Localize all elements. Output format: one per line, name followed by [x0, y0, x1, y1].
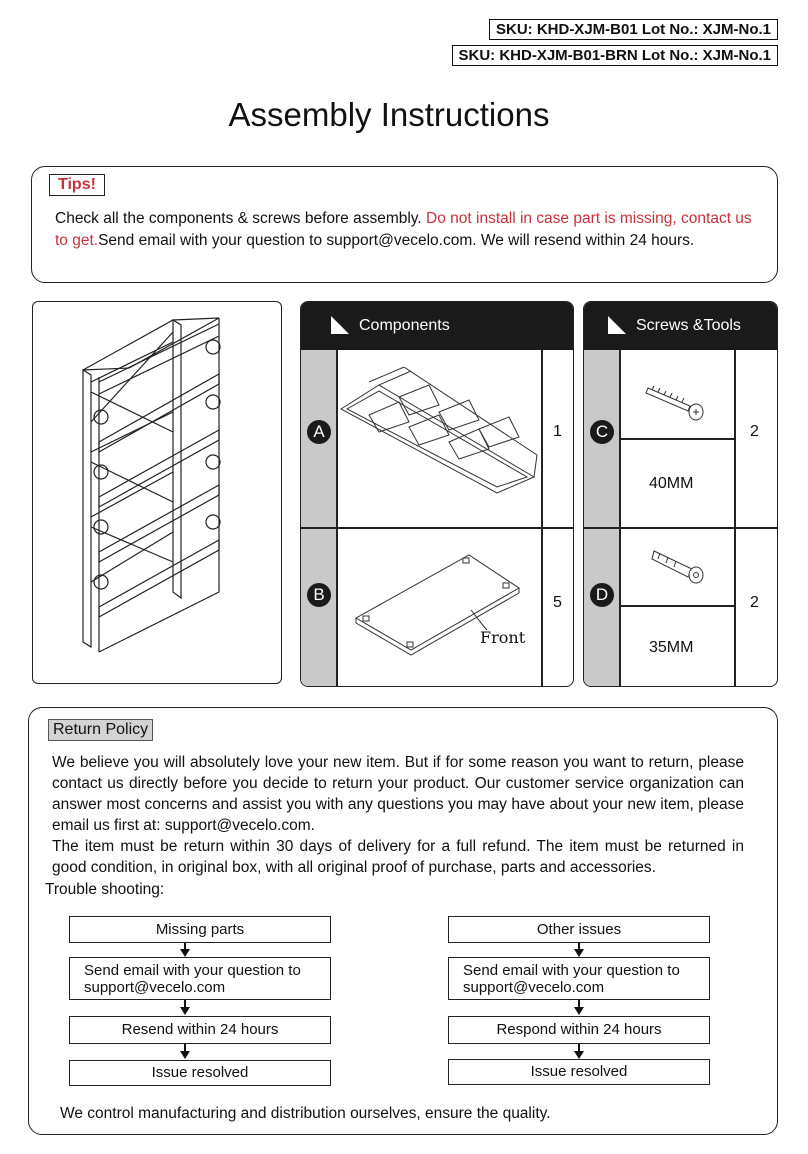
tips-text [55, 208, 767, 252]
screw-c-size: 40MM [649, 475, 694, 492]
column-divider [541, 350, 543, 687]
trouble-shooting-label: Trouble shooting: [45, 881, 165, 898]
down-arrow-icon [180, 949, 190, 957]
sku-lot-2: SKU: KHD-XJM-B01-BRN Lot No.: XJM-No.1 [452, 45, 779, 66]
column-divider [734, 350, 736, 687]
row-divider [301, 527, 574, 529]
shelf-illustration-panel [32, 301, 282, 684]
side-frame-part-a-illustration [339, 367, 539, 497]
flow-left-step-2: Send email with your question to support@vecelo.com [69, 957, 331, 1000]
flow-left-step-4: Issue resolved [69, 1060, 331, 1086]
tips-text-warning: Do not install in case part is missing, contact us to get. [55, 210, 752, 249]
down-arrow-icon [574, 1051, 584, 1059]
part-c-quantity: 2 [750, 423, 759, 440]
part-letter-c: C [590, 420, 614, 444]
screws-heading: Screws &Tools [636, 317, 741, 334]
column-divider [336, 350, 338, 687]
return-policy-paragraph-1: We believe you will absolutely love your new item. But if for some reason you want to return, please contact us directly before you decide to return your product. Our customer service organization can answer most concerns and assist you with any questions you may have about your new item, please email us first at: support@vecelo.com. [52, 754, 744, 834]
down-arrow-icon [180, 1007, 190, 1015]
tips-label: Tips! [49, 174, 105, 196]
flow-right-step-4: Issue resolved [448, 1059, 710, 1085]
tips-text-intro: Check all the components & screws before assembly. [55, 210, 427, 227]
screws-header [584, 302, 778, 350]
return-policy-label: Return Policy [48, 719, 153, 741]
part-d-quantity: 2 [750, 594, 759, 611]
column-divider [619, 350, 621, 687]
front-label: Front [480, 628, 526, 647]
quality-footer: We control manufacturing and distribution ourselves, ensure the quality. [60, 1105, 551, 1122]
components-gray-column [301, 350, 336, 687]
row-divider [619, 438, 734, 440]
row-divider [619, 605, 734, 607]
sku-lot-1: SKU: KHD-XJM-B01 Lot No.: XJM-No.1 [489, 19, 778, 40]
corner-triangle-icon [608, 316, 626, 334]
down-arrow-icon [574, 949, 584, 957]
tips-text-contact: Send email with your question to support@vecelo.com. We will resend within 24 hours. [98, 232, 695, 249]
screws-gray-column [584, 350, 619, 687]
part-b-quantity: 5 [553, 594, 562, 611]
screws-panel [583, 301, 778, 687]
flow-left-step-3: Resend within 24 hours [69, 1016, 331, 1044]
components-header [301, 302, 574, 350]
screw-icon [644, 380, 714, 425]
components-heading: Components [359, 317, 450, 334]
corner-triangle-icon [331, 316, 349, 334]
anchor-d-size: 35MM [649, 639, 694, 656]
bookshelf-illustration [33, 302, 281, 683]
row-divider [584, 527, 778, 529]
down-arrow-icon [574, 1007, 584, 1015]
return-policy-paragraph-2: The item must be return within 30 days of delivery for a full refund. The item must be returned in good condition, in original box, with all original proof of purchase, parts and accessories. [52, 838, 744, 876]
part-letter-d: D [590, 583, 614, 607]
part-letter-a: A [307, 420, 331, 444]
components-panel [300, 301, 574, 687]
flow-right-step-2: Send email with your question to support@vecelo.com [448, 957, 710, 1000]
down-arrow-icon [180, 1051, 190, 1059]
part-letter-b: B [307, 583, 331, 607]
part-a-quantity: 1 [553, 423, 562, 440]
flow-right-step-3: Respond within 24 hours [448, 1016, 710, 1044]
flow-left-step-1: Missing parts [69, 916, 331, 943]
wall-anchor-icon [650, 545, 710, 590]
page-title: Assembly Instructions [228, 96, 550, 133]
flow-right-step-1: Other issues [448, 916, 710, 943]
